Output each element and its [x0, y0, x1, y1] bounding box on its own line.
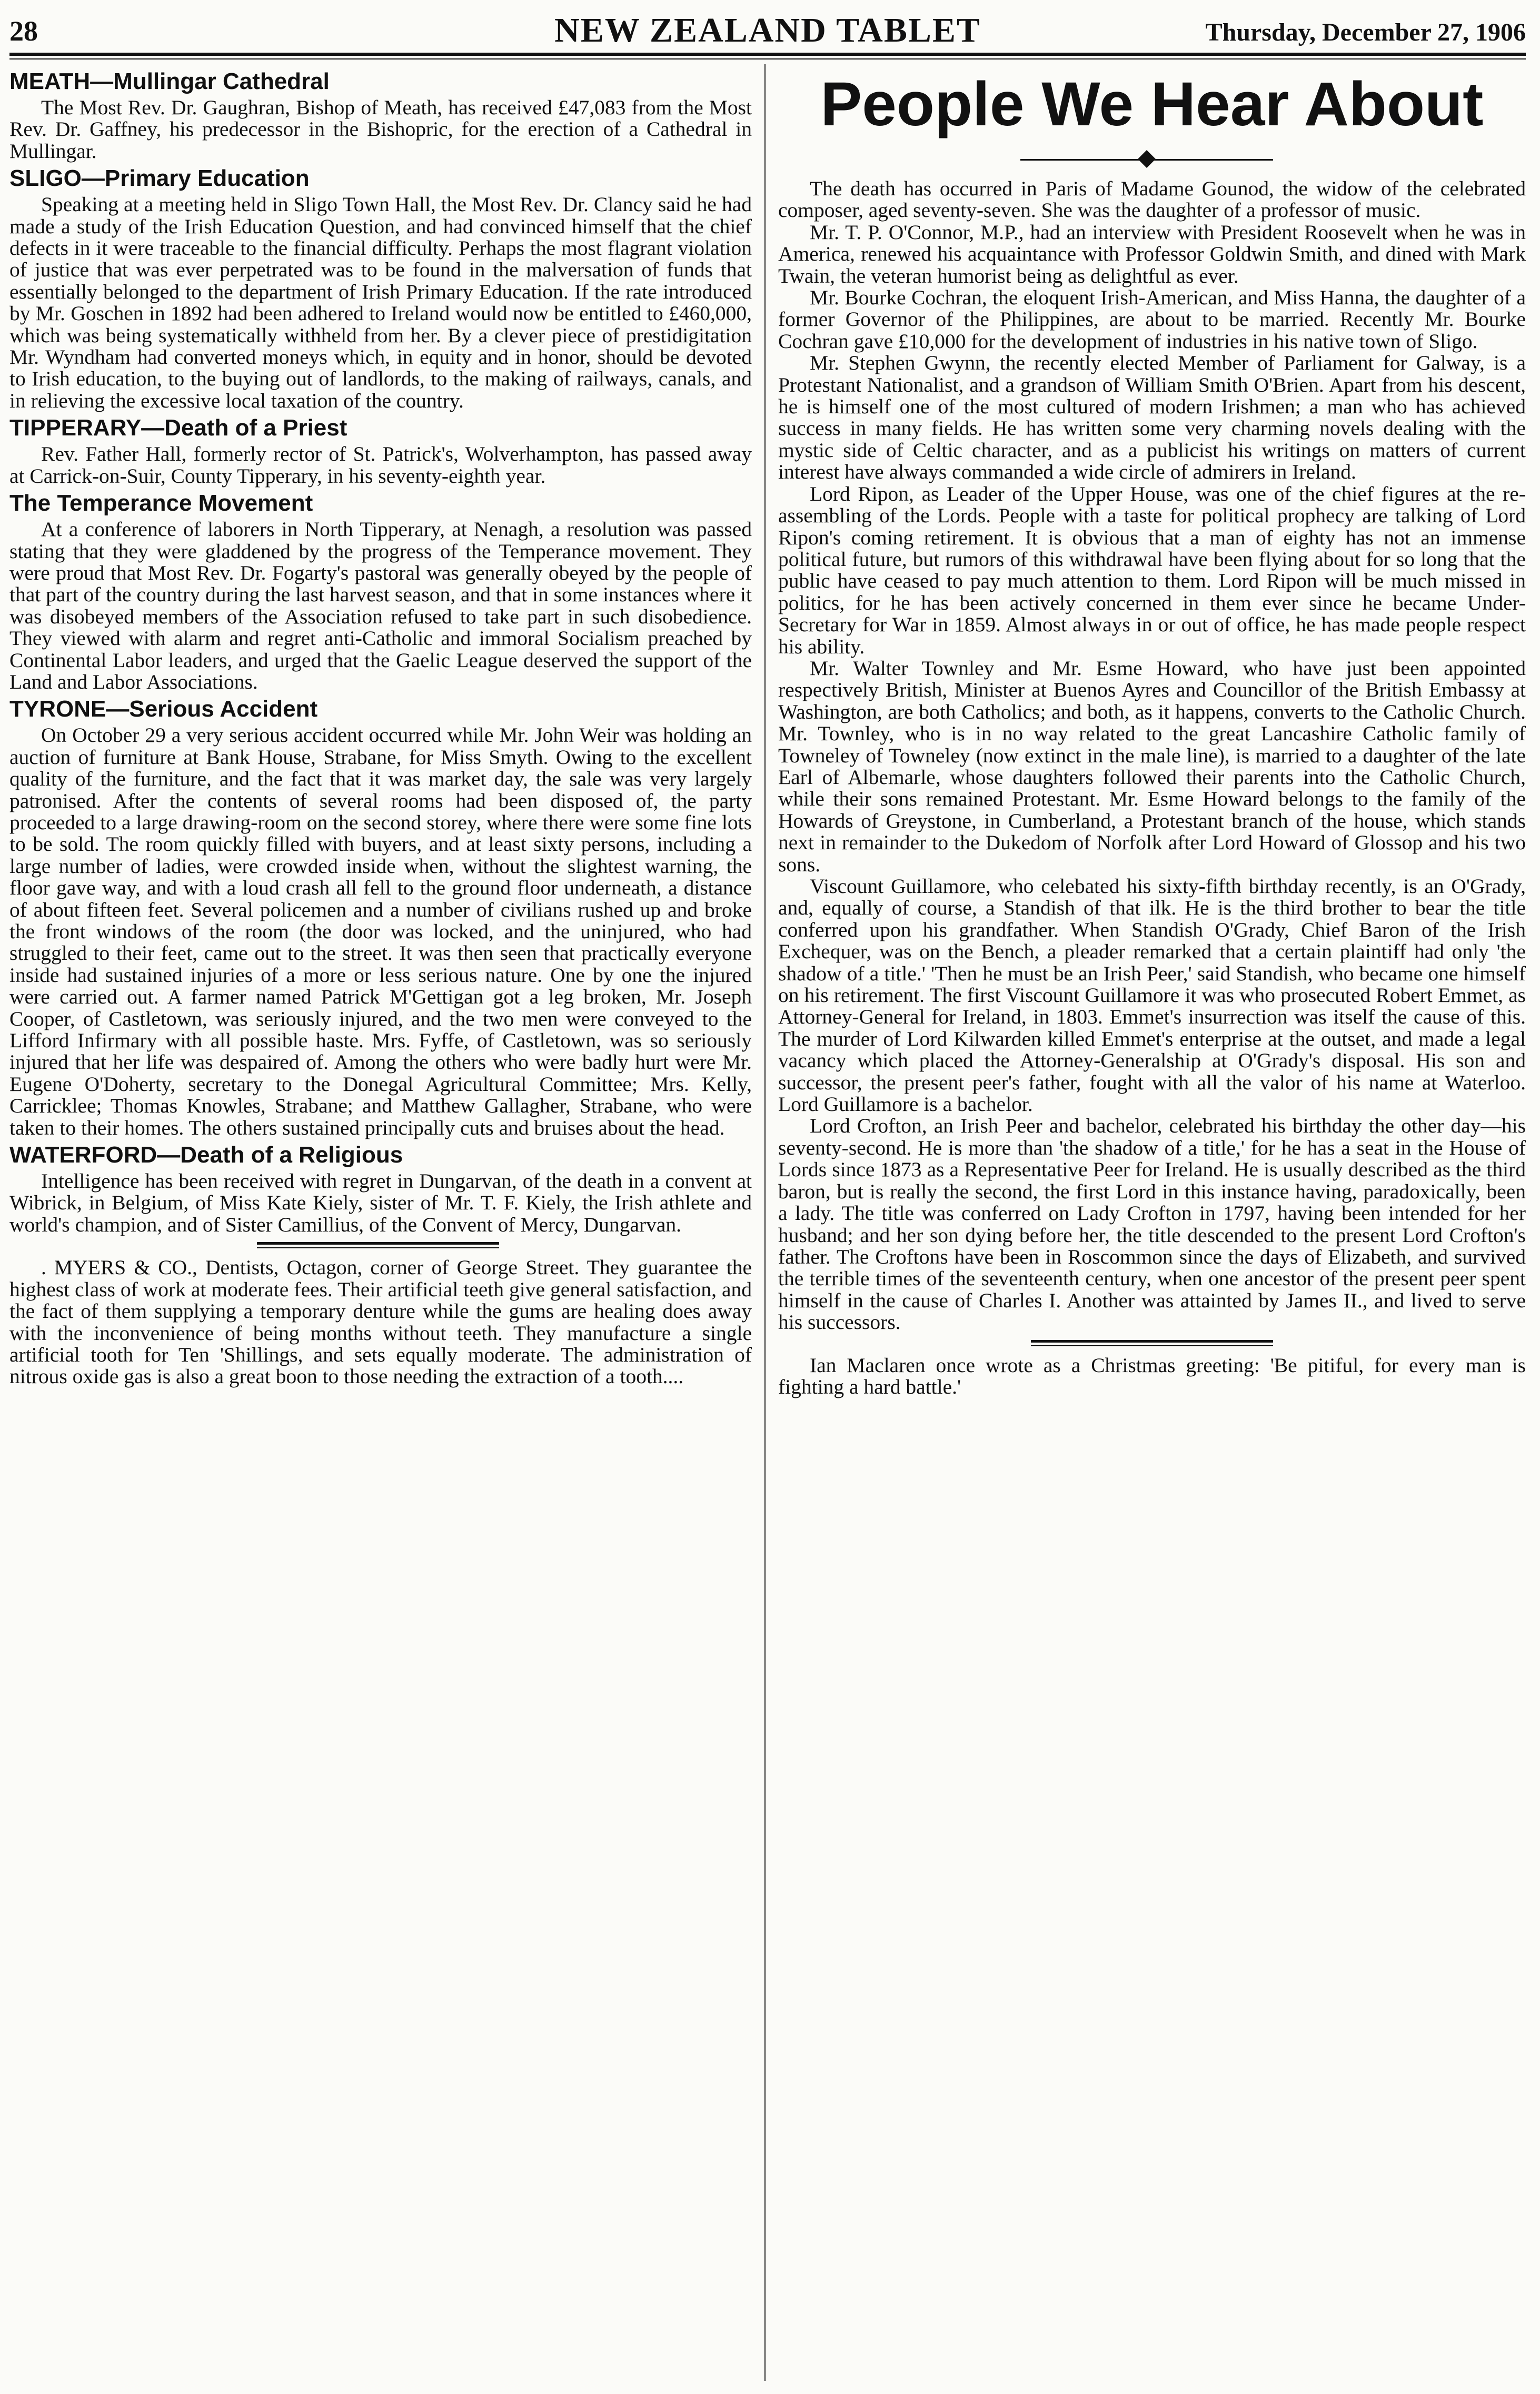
section-separator [9, 1236, 752, 1257]
separator-line [1031, 1345, 1273, 1346]
separator-line [257, 1247, 499, 1248]
item-paragraph: Mr. T. P. O'Connor, M.P., had an interview with President Roosevelt when he was in America, renewed his acquaintance with Professor Goldwin Smith, and dined with Mark Twain, the veteran humorist being as delightful as ever. [778, 220, 1526, 287]
item-paragraph: Mr. Bourke Cochran, the eloquent Irish-American, and Miss Hanna, the daughter of a former Governor of the Philippines, are about to be married. Recently Mr. Bourke Cochran gave £10,000 for the development of industries in his native town of Sligo. [778, 286, 1526, 353]
article-paragraph: The Most Rev. Dr. Gaughran, Bishop of Meath, has received £47,083 from the Most Rev. Dr. Gaffney, his predecessor in the Bishopric, for the erection of a Cathedral in Mullingar. [9, 96, 752, 163]
issue-date: Thursday, December 27, 1906 [1205, 18, 1526, 46]
title-ornament [778, 141, 1526, 178]
section-heading: WATERFORD—Death of a Religious [9, 1142, 403, 1168]
section-heading: TYRONE—Serious Accident [9, 696, 318, 722]
article-paragraph: Rev. Father Hall, formerly rector of St. Patrick's, Wolverhampton, has passed away at Carrick-on-Suir, County Tipperary, in his seventy-eighth year. [9, 442, 752, 488]
item-paragraph: Viscount Guillamore, who celebated his sixty-fifth birthday recently, is an O'Grady, and, equally of course, a Standish of that ilk. He is the third brother to bear the title conferred upon his grandfather. When Standish O'Grady, Chief Baron of the Irish Exchequer, was on the Bench, a pleader remarked that a certain plaintiff had only 'the shadow of a title.' 'Then he must be an Irish Peer,' said Standish, who became one himself on his retirement. The first Viscount Guillamore it was who prosecuted Robert Emmet, as Attorney-General for Ireland, in 1803. Emmet's insurrection was itself the cause of this. The murder of Lord Kilwarden killed Emmet's enterprise at the outset, and made a legal vacancy which placed the Attorney-Generalship at O'Grady's disposal. His son and successor, the present peer's father, fought with all the valor of his name at Waterloo. Lord Guillamore is a bachelor. [778, 875, 1526, 1116]
article-paragraph: At a conference of laborers in North Tipperary, at Nenagh, a resolution was passed stating that they were gladdened by the progress of the Temperance movement. They were proud that Most Rev. Dr. Fogarty's pastoral was generally obeyed by the people of that part of the country during the last harvest season, and that in some instances where it was disobeyed members of the Association refused to take part in such disobedience. They viewed with alarm and regret anti-Catholic and immoral Socialism preached by Continental Labor leaders, and urged that the Gaelic League deserved the support of the Land and Labor Associations. [9, 518, 752, 693]
advertisement: . MYERS & CO., Dentists, Octagon, corner of George Street. They guarantee the highest class of work at moderate fees. Their artificial teeth give general satisfaction, and the fact of them supplying a temporary denture while the gums are healing does away with the inconvenience of being months without teeth. They manufacture a single artificial tooth for Ten 'Shillings, and sets equally moderate. The administration of nitrous oxide gas is also a great boon to those needing the extraction of a tooth.... [9, 1256, 752, 1388]
item-paragraph: Mr. Stephen Gwynn, the recently elected Member of Parliament for Galway, is a Protestant Nationalist, and a grandson of William Smith O'Brien. Apart from his descent, he is himself one of the most cultured of modern Irishmen; a man who has achieved success in many fields. He has written some very charming novels dealing with the mystic side of Celtic character, and as a publicist his writings on matters of current interest have always commanded a wide circle of admirers in Ireland. [778, 351, 1526, 484]
section-heading: SLIGO—Primary Education [9, 165, 310, 192]
right-column [778, 65, 1526, 1398]
diamond-icon [1138, 150, 1156, 168]
item-paragraph: Mr. Walter Townley and Mr. Esme Howard, who have just been appointed respectively British, Minister at Buenos Ayres and Councillor of the British Embassy at Washington, are both Catholics; and both, as it happens, converts to the Catholic Church. Mr. Townley, who is in no way related to the great Lancashire Catholic family of Towneley of Towneley (now extinct in the male line), is married to a daughter of the late Earl of Albemarle, whose daughters followed their parents into the Catholic Church, while their sons remained Protestant. Mr. Esme Howard belongs to the family of the Howards of Greystone, in Cumberland, a Protestant branch of the house, which stands next in remainder to the Dukedom of Norfolk after Lord Howard of Glossop and his two sons. [778, 656, 1526, 876]
article-paragraph: Intelligence has been received with regret in Dungarvan, of the death in a convent at Wibrick, in Belgium, of Miss Kate Kiely, sister of Mr. T. F. Kiely, the Irish athlete and world's champion, and of Sister Camillius, of the Convent of Mercy, Dungarvan. [9, 1169, 752, 1236]
left-column [9, 65, 752, 1388]
item-paragraph: Lord Ripon, as Leader of the Upper House, was one of the chief figures at the re-assembling of the Lords. People with a taste for political prophecy are talking of Lord Ripon's coming retirement. It is obvious that a man of eighty has not an immense political future, but rumors of this withdrawal have been flying about for so long that the public have ceased to pay much attention to them. Lord Ripon will be much missed in politics, for he has been actively concerned in them ever since he became Under-Secretary for War in 1859. Almost always in or out of office, he has made people respect his ability. [778, 482, 1526, 658]
separator-line [257, 1242, 499, 1245]
section-heading: The Temperance Movement [9, 490, 313, 516]
column-title: People We Hear About [820, 69, 1484, 139]
section-heading: MEATH—Mullingar Cathedral [9, 68, 330, 94]
page-header [9, 11, 1526, 57]
item-paragraph: Lord Crofton, an Irish Peer and bachelor, celebrated his birthday the other day—his seventy-second. He is more than 'the shadow of a title,' for he has a seat in the House of Lords since 1873 as a Representative Peer for Ireland. He is usually described as the third baron, but is really the second, the first Lord in this instance having, paradoxically, been a lady. The title was conferred on Lady Crofton in 1797, having been intended for her husband; and her son dying before her, the title descended to the present Lord Crofton's father. The Croftons have been in Roscommon since the days of Elizabeth, and survived the terrible times of the seventeenth century, when one ancestor of the present peer spent himself in the cause of Charles I. Another was attainted by James II., and lived to serve his successors. [778, 1114, 1526, 1334]
masthead-title: NEW ZEALAND TABLET [554, 11, 981, 49]
item-paragraph: The death has occurred in Paris of Madame Gounod, the widow of the celebrated composer, aged seventy-seven. She was the daughter of a professor of music. [778, 177, 1526, 222]
header-rule-thin [9, 58, 1526, 59]
christmas-greeting: Ian Maclaren once wrote as a Christmas greeting: 'Be pitiful, for every man is fighting a hard battle.' [778, 1353, 1526, 1398]
column-divider [764, 64, 766, 2381]
header-rule-thick [9, 53, 1526, 56]
article-paragraph: On October 29 a very serious accident occurred while Mr. John Weir was holding an auction of furniture at Bank House, Strabane, for Miss Smyth. Owing to the excellent quality of the furniture, and the fact that it was market day, the sale was very largely patronised. After the contents of several rooms had been disposed of, the party proceeded to a large drawing-room on the second storey, where there were some fine lots to be sold. The room quickly filled with buyers, and at least sixty persons, including a large number of ladies, were crowded inside when, without the slightest warning, the floor gave way, and with a loud crash all fell to the ground floor underneath, a distance of about fifteen feet. Several policemen and a number of civilians rushed up and broke the front windows of the room (the door was locked, and the uninjured, who had struggled to their feet, came out to the street. It was then seen that practically everyone inside had sustained injuries of a more or less serious nature. One by one the injured were carried out. A farmer named Patrick M'Gettigan got a leg broken, Mr. Joseph Cooper, of Castletown, was seriously injured, and the two men were conveyed to the Lifford Infirmary with all possible haste. Mrs. Fyffe, of Castletown, was so seriously injured that her life was despaired of. Among the others who were badly hurt were Mr. Eugene O'Doherty, secretary to the Donegal Agricultural Committee; Mrs. Kelly, Carricklee; Thomas Knowles, Strabane; and Matthew Gallagher, Strabane, who were taken to their homes. The others sustained principally cuts and bruises about the head. [9, 723, 752, 1139]
article-paragraph: Speaking at a meeting held in Sligo Town Hall, the Most Rev. Dr. Clancy said he had made a study of the Irish Education Question, and had convinced himself that the chief defects in it were traceable to the financial difficulty. Perhaps the most flagrant violation of justice that was ever perpetrated was to be found in the malversation of funds that essentially belonged to the department of Irish Primary Education. If the rate introduced by Mr. Goschen in 1892 had been adhered to Ireland would now be entitled to £460,000, which was being systematically withheld from her. By a clever piece of prestidigitation Mr. Wyndham had converted moneys which, in equity and in honor, should be devoted to Irish education, to the buying out of landlords, to the making of railways, canals, and in relieving the excessive local taxation of the country. [9, 193, 752, 412]
section-heading: TIPPERARY—Death of a Priest [9, 415, 347, 441]
separator-line [1031, 1340, 1273, 1343]
page-number: 28 [9, 15, 38, 47]
section-separator [778, 1334, 1526, 1355]
